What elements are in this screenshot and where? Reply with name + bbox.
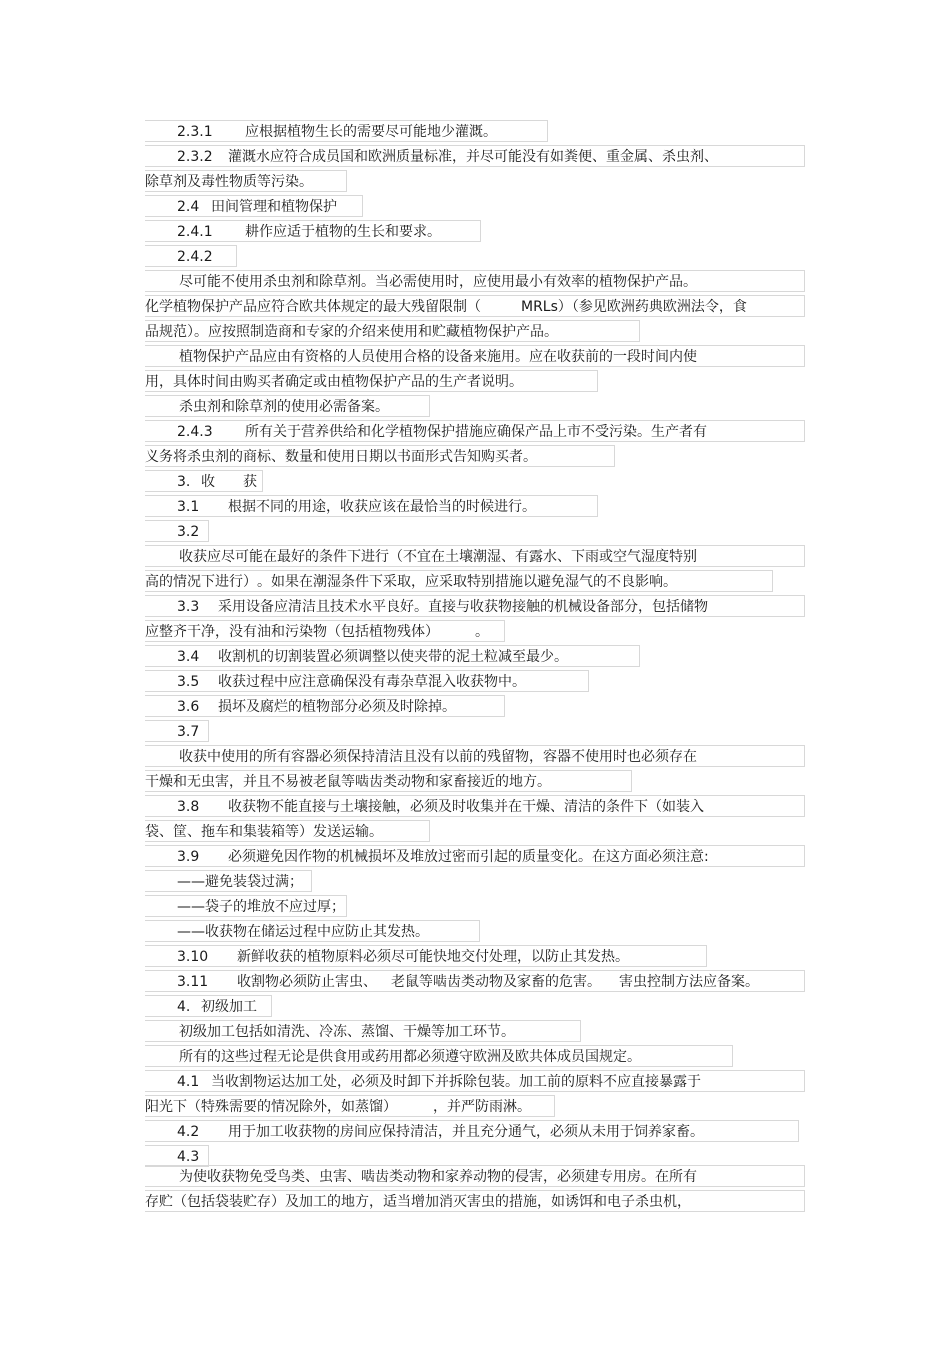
list-item: ——避免装袋过满；: [177, 874, 303, 890]
list-item: ——收获物在储运过程中应防止其发热。: [177, 924, 429, 940]
line-4-1-cont: [145, 1095, 555, 1117]
line-text: 所有关于营养供给和化学植物保护措施应确保产品上市不受污染。生产者有: [245, 424, 707, 440]
line-text-tail: ，并严防雨淋。: [433, 1099, 531, 1115]
section-number: 3.3: [177, 599, 200, 615]
line-text: 采用设备应清洁且技术水平良好。直接与收获物接触的机械设备部分，包括储物: [218, 599, 708, 615]
line-text: 杀虫剂和除草剂的使用必需备案。: [179, 399, 389, 415]
section-number: 4.3: [177, 1149, 200, 1165]
mrls-abbreviation: MRLs: [521, 299, 558, 315]
section-number: 3.9: [177, 849, 200, 865]
line-text-tail: ）（参见欧洲药典欧洲法令，食: [557, 299, 747, 315]
line-text: 高的情况下进行）: [145, 574, 257, 590]
line-text: 初级加工包括如清洗、冷冻、蒸馏、干燥等加工环节。: [179, 1024, 515, 1040]
line-text: 植物保护产品应由有资格的人员使用合格的设备来施用。应在收获前的一段时间内使: [179, 349, 697, 365]
line-3-7: [145, 720, 209, 742]
line-3-6: [145, 695, 505, 717]
line-4-2: [145, 1120, 799, 1142]
line-3-2: [145, 520, 209, 542]
section-title: 收 获: [201, 474, 257, 490]
line-3-3-cont: [145, 620, 505, 642]
line-4-3-p1: [145, 1165, 805, 1187]
section-number: 3.4: [177, 649, 200, 665]
line-3-9-item3: [145, 920, 480, 942]
line-2-4-2: [145, 245, 237, 267]
line-text-middle: 老鼠等啮齿类动物及家畜的危害。: [391, 974, 601, 990]
line-3-3: [145, 595, 805, 617]
line-text: 必须避免因作物的机械损坏及堆放过密而引起的质量变化。在这方面必须注意:: [228, 849, 709, 865]
line-text: 用，具体时间由购买者确定或由植物保护产品的生产者说明。: [145, 374, 523, 390]
line-4-p1: [145, 1020, 581, 1042]
line-text: 用于加工收获物的房间应保持清洁，并且充分通气，必须从未用于饲养家畜。: [228, 1124, 704, 1140]
line-3-8-cont: [145, 820, 430, 842]
line-3-2-p2: [145, 570, 773, 592]
line-3-9: [145, 845, 805, 867]
line-text: 收割机的切割装置必须调整以使夹带的泥土粒减至最少。: [218, 649, 568, 665]
line-4-p2: [145, 1045, 733, 1067]
line-text: 品规范）。应按照制造商和专家的介绍来使用和贮藏植物保护产品。: [145, 324, 558, 340]
line-3-1: [145, 495, 598, 517]
line-2-4-2-p1: [145, 270, 805, 292]
line-text: 干燥和无虫害，并且不易被老鼠等啮齿类动物和家畜接近的地方。: [145, 774, 551, 790]
line-text: 存贮（包括袋装贮存）及加工的地方，适当增加消灭害虫的措施，如诱饵和电子杀虫机，: [145, 1194, 691, 1210]
line-text: 收获应尽可能在最好的条件下进行（不宜在土壤潮湿、有露水、下雨或空气湿度特别: [179, 549, 697, 565]
line-3-5: [145, 670, 589, 692]
section-number: 4.1: [177, 1074, 200, 1090]
line-text: 损坏及腐烂的植物部分必须及时除掉。: [218, 699, 456, 715]
line-4-3-p2: [145, 1190, 805, 1212]
line-2-4-2-p3: [145, 320, 640, 342]
list-item: ——袋子的堆放不应过厚；: [177, 899, 345, 915]
line-text: 田间管理和植物保护: [211, 199, 337, 215]
section-number: 4.2: [177, 1124, 200, 1140]
line-text: 收获物不能直接与土壤接触，必须及时收集并在干燥、清洁的条件下（如装入: [228, 799, 704, 815]
section-number: 2.4.1: [177, 224, 213, 240]
section-number: 3.11: [177, 974, 209, 990]
line-4: [145, 995, 272, 1017]
line-text: 收获中使用的所有容器必须保持清洁且没有以前的残留物，容器不使用时也必须存在: [179, 749, 697, 765]
section-number: 2.4: [177, 199, 200, 215]
line-text-tail: 害虫控制方法应备案。: [619, 974, 759, 990]
section-number: 2.4.3: [177, 424, 213, 440]
section-number: 2.3.1: [177, 124, 213, 140]
line-text: 应根据植物生长的需要尽可能地少灌溉。: [245, 124, 497, 140]
section-number: 3.6: [177, 699, 200, 715]
line-3-4: [145, 645, 640, 667]
line-text: 化学植物保护产品应符合欧共体规定的最大残留限制（: [145, 299, 481, 315]
line-text: 义务将杀虫剂的商标、数量和使用日期以书面形式告知购买者。: [145, 449, 537, 465]
section-number: 3.7: [177, 724, 200, 740]
line-text: 收割物必须防止害虫、: [237, 974, 377, 990]
line-text-tail: 。如果在潮湿条件下采取，应采取特别措施以避免湿气的不良影响。: [257, 574, 677, 590]
line-text: 灌溉水应符合成员国和欧洲质量标准，并尽可能没有如粪便、重金属、杀虫剂、: [228, 149, 718, 165]
line-4-1: [145, 1070, 805, 1092]
line-text: 当收割物运达加工处，必须及时卸下并拆除包装。加工前的原料不应直接暴露于: [211, 1074, 701, 1090]
section-number: 4.: [177, 999, 191, 1015]
section-title: 初级加工: [201, 999, 257, 1015]
line-text: 耕作应适于植物的生长和要求。: [245, 224, 441, 240]
line-3-9-item1: [145, 870, 312, 892]
line-3-2-p1: [145, 545, 805, 567]
line-2-4-3-cont: [145, 445, 615, 467]
line-2-4-2-p2: [145, 295, 805, 317]
line-text: 袋、筐、拖车和集装箱等）发送运输。: [145, 824, 383, 840]
section-number: 3.8: [177, 799, 200, 815]
line-text: 根据不同的用途，收获应该在最恰当的时候进行。: [228, 499, 536, 515]
line-2-4-3: [145, 420, 805, 442]
section-number: 2.4.2: [177, 249, 213, 265]
section-number: 3.5: [177, 674, 200, 690]
line-2-4-1: [145, 220, 481, 242]
section-number: 3.10: [177, 949, 209, 965]
line-text: 新鲜收获的植物原料必须尽可能快地交付处理，以防止其发热。: [237, 949, 629, 965]
section-number: 3.1: [177, 499, 200, 515]
line-2-4-2-p4: [145, 345, 805, 367]
section-number: 3.2: [177, 524, 200, 540]
line-text: 收获过程中应注意确保没有毒杂草混入收获物中。: [218, 674, 526, 690]
section-number: 2.3.2: [177, 149, 213, 165]
line-text: 为使收获物免受鸟类、虫害、啮齿类动物和家养动物的侵害，必须建专用房。在所有: [179, 1169, 697, 1185]
line-text: 所有的这些过程无论是供食用或药用都必须遵守欧洲及欧共体成员国规定。: [179, 1049, 641, 1065]
line-3-7-p1: [145, 745, 805, 767]
line-2-3-2: [145, 145, 805, 167]
line-text: 除草剂及毒性物质等污染。: [145, 174, 313, 190]
line-text-tail: 。: [475, 624, 489, 640]
line-2-3-2-cont: [145, 170, 347, 192]
line-2-4: [145, 195, 363, 217]
line-3-11: [145, 970, 805, 992]
section-number: 3.: [177, 474, 191, 490]
line-text: 尽可能不使用杀虫剂和除草剂。当必需使用时，应使用最小有效率的植物保护产品。: [179, 274, 697, 290]
line-3: [145, 470, 263, 492]
line-text: 应整齐干净，没有油和污染物（包括植物残体）: [145, 624, 439, 640]
line-2-4-2-p6: [145, 395, 430, 417]
line-3-8: [145, 795, 805, 817]
line-text: 阳光下（特殊需要的情况除外，如蒸馏）: [145, 1099, 397, 1115]
line-4-3: [145, 1145, 209, 1167]
line-2-4-2-p5: [145, 370, 598, 392]
line-2-3-1: [145, 120, 548, 142]
line-3-7-p2: [145, 770, 632, 792]
line-3-9-item2: [145, 895, 347, 917]
line-3-10: [145, 945, 707, 967]
